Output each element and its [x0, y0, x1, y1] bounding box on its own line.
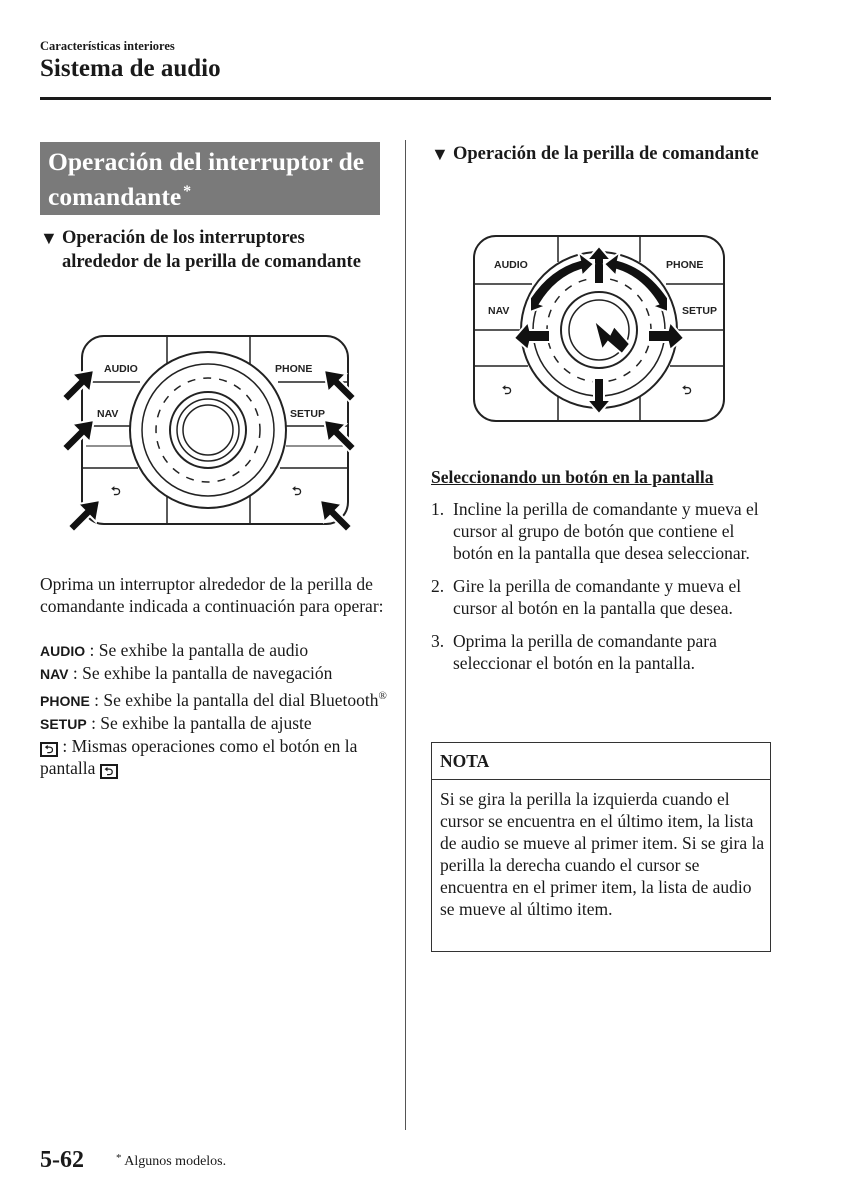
triangle-icon: ▼	[40, 228, 58, 248]
key-item-phone: PHONE : Se exhibe la pantalla del dial Bluetooth®	[40, 689, 387, 710]
note-title: NOTA	[432, 743, 770, 780]
key-item-nav: NAV : Se exhibe la pantalla de navegación	[40, 663, 333, 683]
back-icon-right: ⮌	[292, 484, 302, 498]
step-item: 2. Gire la perilla de comandante y mueva el cursor al botón en la pantalla que desea.	[431, 576, 742, 618]
left-subheading	[40, 226, 380, 274]
commander-knob-diagram	[470, 232, 730, 427]
back-key-icon: ⮌	[40, 742, 58, 757]
section-label: Características interiores	[40, 39, 175, 53]
arrow-icon-back-left	[68, 500, 100, 532]
intro-paragraph: Oprima un interruptor alrededor de la perilla de comandante indicada a continuación para operar:	[40, 574, 384, 616]
column-divider	[405, 140, 406, 1130]
asterisk-mark: *	[183, 183, 192, 200]
footnote-star: *	[116, 1152, 122, 1164]
section-heading: Operación del interruptor de comandante	[48, 147, 365, 211]
right-subheading	[431, 142, 771, 166]
triangle-icon: ▼	[431, 144, 449, 164]
step-item: 3. Oprima la perilla de comandante para seleccionar el botón en la pantalla.	[431, 631, 717, 673]
setup-label: SETUP	[290, 408, 326, 420]
left-subheading-text: Operación de los interruptores alrededor de la perilla de comandante	[62, 228, 361, 272]
header-rule	[40, 97, 771, 100]
key-nav: NAV	[40, 666, 69, 682]
key-phone: PHONE	[40, 692, 90, 709]
section-heading-box	[40, 142, 380, 215]
back-icon-left: ⮌	[502, 383, 512, 397]
back-icon-left: ⮌	[111, 484, 121, 498]
nav-label: NAV	[97, 408, 119, 420]
key-audio: AUDIO	[40, 643, 86, 659]
note-text: Si se gira la perilla la izquierda cuando el cursor se encuentra en el último item, la lista de audio se mueve al primer item. Si se gira la perilla la derecha cuando el cursor se encuentra en el primer item, la lista de audio se mueve al último item.	[440, 789, 765, 919]
key-item-back: ⮌ : Mismas operaciones como el botón en la pantalla ⮌	[40, 735, 358, 778]
commander-switch-diagram	[60, 330, 360, 535]
footnote: * Algunos modelos.	[116, 1152, 227, 1169]
audio-label: AUDIO	[494, 259, 528, 271]
key-item-setup: SETUP : Se exhibe la pantalla de ajuste	[40, 712, 312, 733]
page-title: Sistema de audio	[40, 55, 221, 82]
phone-label: PHONE	[275, 363, 313, 375]
right-subheading-text: Operación de la perilla de comandante	[453, 144, 759, 164]
key-item-audio: AUDIO : Se exhibe la pantalla de audio	[40, 640, 309, 660]
back-icon-right: ⮌	[682, 383, 692, 397]
audio-label: AUDIO	[104, 363, 138, 375]
key-setup: SETUP	[40, 715, 87, 732]
nav-label: NAV	[488, 305, 510, 317]
registered-mark: ®	[378, 690, 387, 702]
steps-list	[431, 498, 776, 674]
page-number: 5-62	[40, 1147, 84, 1173]
setup-label: SETUP	[682, 305, 718, 317]
back-key-icon-2: ⮌	[100, 764, 118, 779]
phone-label: PHONE	[666, 259, 704, 271]
key-list	[40, 639, 400, 779]
select-heading: Seleccionando un botón en la pantalla	[431, 467, 714, 487]
note-box	[431, 742, 771, 952]
step-item: 1. Incline la perilla de comandante y mueva el cursor al grupo de botón que contiene el botón en la pantalla que desea seleccionar.	[431, 499, 759, 563]
